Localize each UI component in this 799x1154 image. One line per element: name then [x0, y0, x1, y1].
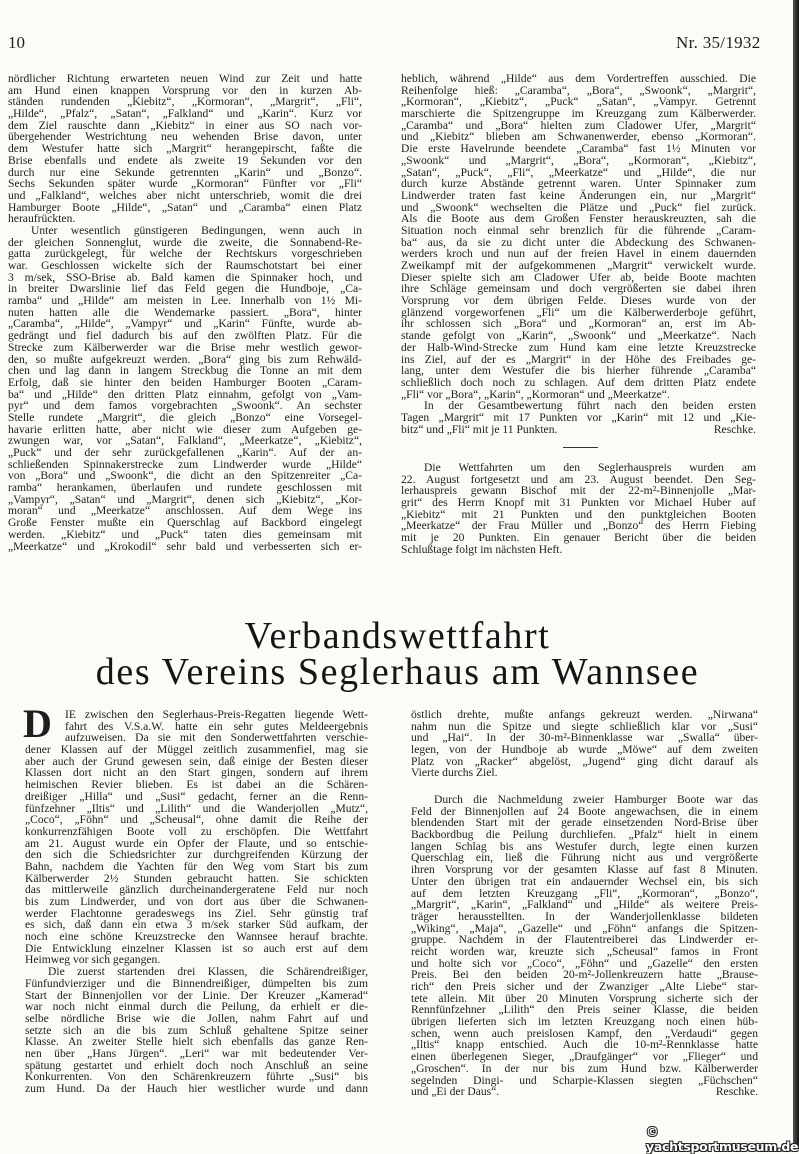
- paragraph: [8, 225, 362, 552]
- line-text: ihre Schläge gemeinsam und doch vergrößerten sie dabei ihren: [401, 282, 756, 296]
- line-text: Unter wesentlich günstigeren Bedingungen, wenn auch in: [31, 223, 362, 237]
- line-text: Die Entwicklung einzelner Klassen ist so auch erst auf dem: [25, 941, 368, 955]
- line-text: pyr“ und dem famos vorgebrachten „Swoonk“. An sechster: [8, 399, 362, 413]
- line-text: 3 m/sek, SSO-Brise ab. Bald kamen die Spinnaker hoch, und: [8, 270, 362, 284]
- line-text: der gleichen Sonnenglut, wurde die zweite, die Sonnabend-Re-: [8, 235, 362, 249]
- line-text: mit je 20 Punkten. Ein genauer Bericht über die beiden: [401, 531, 756, 545]
- line-text: den sich die Schiedsrichter zur durchgreifenden Kürzung der: [25, 848, 368, 862]
- line-text: ramba“ und „Hilde“ am meisten in Lee. Innerhalb von 1½ Mi-: [8, 294, 362, 308]
- line-text: Heimweg vor sich gegangen.: [25, 953, 161, 967]
- line-text: es sich, daß dann ein etwa 3 m/sek starker Süd aufkam, der: [25, 918, 368, 932]
- line-text: Klassen dort nicht an den Start gingen, sondern auf ihrem: [25, 766, 368, 780]
- watermark: © yachtsportmuseum.de: [646, 1124, 799, 1154]
- line-text: „Meerkatze“ und „Krokodil“ sehr bald und verbesserten sich er-: [8, 539, 362, 553]
- line-text: lang, unter dem Westufer die bis hierher führende „Caramba“: [401, 364, 756, 378]
- line-text: Backbordbug die Peilung durchliefen. „Pfalz“ hielt in einem: [411, 828, 758, 842]
- paragraph: [401, 400, 756, 435]
- line-text: bitz“ und „Fli“ mit je 11 Punkten.: [401, 422, 558, 436]
- line-text: chen und lag dann in langem Streckbug die Tonne an mit dem: [8, 364, 362, 378]
- line-text: Platz von „Racker“ abgelöst, „Jugend“ ging dicht darauf als: [411, 754, 758, 768]
- line-text: „Kormoran“, „Kiebitz“, „Puck“ „Satan“, „Vampyr. Getrennt: [401, 95, 756, 109]
- line-text: Die Wettfahrten um den Seglerhauspreis wurden am: [424, 461, 756, 474]
- line-text: in breiter Dwarslinie lief das Feld gegen die Hundboje, „Ca-: [8, 282, 362, 296]
- line-text: glänzend vorgeworfenen „Fli“ um die Kälberwerderboje geführt,: [401, 305, 756, 319]
- line-text: ba“ und „Hilde“ den dritten Platz einnahm, gefolgt von „Vam-: [8, 387, 362, 401]
- paragraph: [25, 709, 368, 966]
- author-signature: Reschke.: [713, 422, 756, 436]
- paragraph: [25, 966, 368, 1095]
- line-text: war noch nicht einmal durch die Peilung, da erhielt er die-: [25, 1000, 368, 1014]
- line-text: heblich, während „Hilde“ aus dem Vordertreffen ausschied. Die: [401, 72, 756, 85]
- line-text: war. Geschlossen wickelte sich der Raumschotstart bei einer: [8, 259, 362, 272]
- line-text: Start der Binnenjollen vor der Linie. Der Kreuzer „Kamerad“: [25, 988, 368, 1002]
- line-text: von „Bora“ und „Swoonk“, die dicht an den Spitzenreiter „Ca-: [8, 469, 362, 483]
- line-text: und „Kiebitz“ blieben am Schwanenwerder, ebenso „Kormoran“.: [401, 130, 756, 144]
- line-text: übrigen lieferten sich im letzten Kreuzgang noch einen hüb-: [411, 1015, 758, 1029]
- line-text: setzte sich an die bis zum Schluß gehaltene Spitze seiner: [25, 1023, 368, 1037]
- line-text: und „Falkland“, welches aber nicht unterschrieb, womit die drei: [8, 188, 362, 202]
- line-text: das mittlerweile gänzlich durcheinandergeratene Feld nur noch: [25, 883, 368, 897]
- seglerhauspreis-notice: [401, 462, 756, 556]
- text-line: [8, 541, 362, 553]
- line-text: gruppe. Nachdem in der Flautentreiberei das Lindwerder er-: [411, 933, 758, 947]
- page-edge-shadow: [793, 0, 799, 1149]
- line-text: gatta zurückgelegt, für welche der Rechtskurs vorgeschrieben: [8, 247, 362, 261]
- line-text: einen überlegenen Sieger, „Draufgänger“ vor „Flieger“ und: [411, 1050, 758, 1064]
- line-text: Zweikampf mit der aufgekommenen „Margrit“ verwickelt wurde.: [401, 259, 756, 272]
- line-text: ihren Vorsprung vor der gesamten Klasse auf fast 8 Minuten.: [411, 863, 758, 877]
- line-text: und holte sich vor „Coco“, „Föhn“ und „Gazelle“ den ersten: [411, 956, 758, 970]
- line-text: „Margrit“, „Karin“, „Falkland“ und „Hilde“ als weitere Preis-: [411, 898, 758, 912]
- line-text: Querschlag ein, ließ die Führung nicht aus und vergrößerte: [411, 851, 758, 865]
- report-column-left: [8, 73, 362, 552]
- text-line: [401, 544, 756, 556]
- line-text: „Satan“, „Puck“, „Fli“, „Meerkatze“ und „Hilde“, die nur: [401, 165, 756, 179]
- line-text: zwungen war, vor „Satan“, Falkland“, „Meerkatze“, „Kiebitz“,: [8, 434, 362, 448]
- line-text: schließlich doch noch zu schlagen. Auf dem dritten Platz endete: [401, 375, 756, 389]
- line-text: gedrängt und fiel dadurch bis auf den zwölften Platz. Für die: [8, 329, 362, 343]
- line-text: konkurrenzfähigen Boote voll zu erschöpfen. Die Wettfahrt: [25, 824, 368, 838]
- line-text: Situation noch einmal sehr brenzlich für die führende „Caram-: [401, 223, 756, 237]
- line-text: Strecke zum Kälberwerder war die Brise mehr westlich gewor-: [8, 340, 362, 354]
- line-text: Konkurrenten. Von den Schärenkreuzern führte „Susi“ bis: [25, 1070, 368, 1084]
- line-text: ramba“ herankamen, überlaufen und rundete geschlossen mit: [8, 481, 362, 495]
- line-text: „Coco“, „Föhn“ und „Scheusal“, ohne damit die Reihe der: [25, 813, 368, 827]
- line-text: reicht worden war, kreuzte sich „Scheusal“ famos in Front: [411, 944, 758, 958]
- line-text: blendenden Start mit der gerade einsetzenden Nord-Brise über: [411, 816, 758, 830]
- line-text: bis zum Lindwerder, und von dort aus über die Schwanen-: [25, 895, 368, 908]
- line-text: „Kiebitz“ mit 21 Punkten und den punktgleichen Booten: [401, 507, 756, 521]
- line-text: am Hund einen knappen Vorsprung vor den in kurzen Ab-: [8, 83, 362, 97]
- line-text: 22. August fortgesetzt und am 23. August beendet. Den Seg-: [401, 472, 756, 486]
- line-text: Die zuerst startenden drei Klassen, die Schärendreißiger,: [48, 965, 368, 979]
- line-text: zum Hund. Da der Hauch hier westlicher wurde und dann: [25, 1082, 368, 1095]
- drop-cap: D: [23, 701, 52, 746]
- line-text: „Caramba“ und „Bora“ hielten zum Cladower Ufer, „Margrit“: [401, 118, 756, 132]
- text-line: [401, 424, 756, 436]
- line-text: havarie erlitten hatte, aber nicht wie dieser zum Aufgeben ge-: [8, 422, 362, 436]
- paragraph: [8, 73, 362, 225]
- article-title-line1: Verbandswettfahrt: [244, 615, 551, 657]
- line-text: am 21. August wurde ein Opfer der Flaute, und so entschie-: [25, 836, 368, 850]
- line-text: Bahn, nachdem die Yachten für den Weg vom Start bis zum: [25, 859, 368, 873]
- article-title-line2: des Vereins Seglerhaus am Wannsee: [95, 651, 700, 693]
- article-column-right-bottom: [411, 794, 758, 1098]
- line-text: heimischen Revier blieben. Es ist dabei an die Schären-: [25, 778, 368, 792]
- line-text: lerhauspreis gewann Bischof mit der 22-m²-Binnenjolle „Mar-: [401, 484, 756, 498]
- line-text: träger herausstellten. In der Wanderjollenklasse bildeten: [411, 909, 758, 923]
- line-text: Brise ebenfalls und endete als zweite 19 Sekunden vor den: [8, 153, 362, 167]
- line-text: ba“ aus, da sie zu dicht unter die Abdeckung des Schwanen-: [401, 235, 756, 249]
- line-text: Erfolg, daß sie hinter den beiden Hamburger Booten „Caram-: [8, 375, 362, 389]
- line-text: In der Gesamtbewertung führt nach den beiden ersten: [424, 399, 756, 413]
- line-text: IE zwischen den Seglerhaus-Preis-Regatten liegende Wett-: [65, 708, 368, 721]
- line-text: dem Westufer hatte sich „Margrit“ herangepirscht, faßte die: [8, 142, 362, 156]
- line-text: tete allein. Mit über 20 Minuten Vorsprung sicherte sich der: [411, 991, 758, 1005]
- line-text: Dieser spielte sich am Cladower Ufer ab, beide Boote machten: [401, 270, 756, 284]
- author-signature: Reschke.: [715, 1085, 758, 1099]
- line-text: Vorsprung vor dem übrigen Felde. Dieses wurde von der: [401, 294, 756, 308]
- line-text: übergehender Westrichtung neu wehenden Brise davon, unter: [8, 130, 362, 144]
- section-divider: [563, 447, 598, 448]
- paragraph: [411, 794, 758, 1098]
- line-text: Als die Boote aus dem Großen Fenster herauskreuzten, sah die: [401, 212, 756, 226]
- line-text: „Vampyr“, „Satan“ und „Margrit“, denen sich „Kiebitz“, „Kor-: [8, 492, 362, 506]
- line-text: dener Klassen auf der Müggel zeitlich zusammenfiel, mag sie: [25, 743, 368, 757]
- line-text: „Fli“ vor „Bora“, „Karin“, „Kormoran“ und „Meerkatze“.: [401, 387, 670, 401]
- line-text: und „Swoonk“ wechselten die Plätze und „Puck“ fiel zurück.: [401, 200, 756, 214]
- text-line: [411, 1086, 758, 1098]
- line-text: Lindwerder traten fast keine Änderungen ein, nur „Margrit“: [401, 188, 756, 202]
- line-text: nuten hatten alle die Wendemarke passiert. „Bora“, hinter: [8, 305, 362, 319]
- line-text: Kälberwerder 2½ Stunden gebraucht hatten. Sie schickten: [25, 871, 368, 885]
- line-text: Fünfundvierziger und die Binnendreißiger, dümpelten bis zum: [25, 976, 368, 990]
- line-text: Preis. Bei den beiden 20-m²-Jollenkreuzern hatte „Brause-: [411, 968, 758, 982]
- line-text: Hamburger Boote „Hilde“, „Satan“ und „Caramba“ einen Platz: [8, 200, 362, 214]
- line-text: nahm nun die Spitze und siegte schließlich klar vor „Susi“: [411, 719, 758, 733]
- line-text: werders kroch und nun auf der freien Havel in einem dauernden: [401, 247, 756, 261]
- line-text: rich“ den Preis sicher und der Zwanziger „Alte Liebe“ star-: [411, 980, 758, 993]
- line-text: den, so mußte aufgekreuzt werden. „Bora“ ging bis zum Rehwäld-: [8, 352, 362, 366]
- line-text: und „Hai“. In der 30-m²-Binnenklasse war „Swalla“ über-: [411, 731, 758, 745]
- line-text: „Caramba“, „Hilde“, „Vampyr“ und „Karin“ Fünfte, wurde ab-: [8, 317, 362, 331]
- paragraph: [411, 709, 758, 779]
- line-text: durch nur eine Sekunde getrennten „Karin“ und „Bonzo“.: [8, 165, 362, 179]
- line-text: selbe nördliche Brise wie die Jollen, nahm Fahrt auf und: [25, 1011, 368, 1025]
- line-text: Durch die Nachmeldung zweier Hamburger Boote war das: [434, 793, 758, 806]
- line-text: Reihenfolge hieß: „Caramba“, „Bora“, „Swoonk“, „Margrit“,: [401, 83, 756, 97]
- line-text: Rennfünfzehner „Lilith“ den Preis seiner Klasse, die beiden: [411, 1003, 758, 1017]
- line-text: ihr schlossen sich „Bora“ und „Kormoran“ an, erst im Ab-: [401, 317, 756, 331]
- text-line: [411, 767, 758, 779]
- line-text: ins Ziel, auf der es „Margrit“ in der Höhe des Freibades ge-: [401, 352, 756, 366]
- article-column-right-top: [411, 709, 758, 779]
- line-text: schließenden Spinnakerstrecke zum Lindwerder wurde „Hilde“: [8, 457, 362, 471]
- line-text: noch eine schöne Kreuzstrecke den Wannsee herauf brachte.: [25, 930, 368, 944]
- line-text: langen Schlag bis ans Westufer durch, legte einen kurzen: [411, 839, 758, 853]
- line-text: auf dem letzten Kreuzgang „Fli“, „Kormoran“, „Bonzo“,: [411, 886, 758, 900]
- line-text: segelnden Dingi- und Scharpie-Klassen siegten „Füchschen“: [411, 1073, 758, 1087]
- line-text: dreißiger „Hilla“ und „Susi“ gedacht, ferner an die Renn-: [25, 789, 368, 803]
- line-text: „Wiking“, „Maja“, „Gazelle“ und „Föhn“ anfangs die Spitzen-: [411, 921, 758, 935]
- line-text: marschierte die Spitzengruppe im Kreuzgang zum Kälberwerder.: [401, 107, 756, 121]
- line-text: „Iltis“ knapp entschied. Auch die 10-m²-Rennklasse hatte: [411, 1038, 758, 1052]
- line-text: „Puck“ und der sehr zurückgefallenen „Karin“. Auf der an-: [8, 446, 362, 459]
- line-text: aber auch der Grund gewesen sein, daß einige der Besten dieser: [25, 754, 368, 768]
- line-text: dem Ziel rauschte dann „Kiebitz“ in einer aus SO nach vor-: [8, 118, 362, 132]
- article-title: [0, 615, 795, 693]
- line-text: nördlicher Richtung erwarteten neuen Wind zur Zeit und hatte: [8, 72, 362, 85]
- line-text: „Groschen“. In der nur bis zum Hund bzw. Kälberwerder: [411, 1061, 758, 1075]
- paragraph: [401, 462, 756, 556]
- line-text: Schlußtage folgt im nächsten Heft.: [401, 542, 563, 556]
- line-text: heraufrückten.: [8, 212, 76, 226]
- line-text: und „Ei der Daus“.: [411, 1085, 500, 1099]
- article-column-left: [23, 701, 368, 1095]
- line-text: „Swoonk“ und „Margrit“, „Bora“, „Kormoran“, „Kiebitz“,: [401, 153, 756, 167]
- line-text: ständen rundenden „Kiebitz“, „Kormoran“, „Margrit“, „Fli“,: [8, 95, 362, 109]
- line-text: Unter den übrigen trat ein andauernder Wechsel ein, bis sich: [411, 874, 758, 888]
- line-text: spätung gestartet und erhielt doch noch Anschluß an seine: [25, 1058, 368, 1072]
- line-text: werden. „Kiebitz“ und „Puck“ taten dies gemeinsam mit: [8, 527, 362, 541]
- line-text: Stelle rundete „Margrit“, die gleich „Bonzo“ eine Vorsegel-: [8, 410, 362, 424]
- line-text: werder Flachtonne geradeswegs ins Ziel. Sehr günstig traf: [25, 906, 368, 920]
- line-text: östlich drehte, mußte anfangs gekreuzt werden. „Nirwana“: [411, 708, 758, 721]
- line-text: Sechs Sekunden später wurde „Kormoran“ Fünfter vor „Fli“: [8, 177, 362, 191]
- line-text: „Meerkatze“ der Frau Müller und „Bonzo“ des Herrn Fiebing: [401, 519, 756, 533]
- line-text: Klasse. An zweiter Stelle hielt sich ebenfalls das ganze Ren-: [25, 1035, 368, 1049]
- line-text: schen, wenn auch preislosen Kampf, den „Verdaudi“ gegen: [411, 1026, 758, 1040]
- line-text: „Hilde“, „Pfalz“, „Satan“, „Falkland“ und „Karin“. Kurz vor: [8, 107, 362, 121]
- line-text: Tagen „Margrit“ mit 17 Punkten vor „Karin“ mit 12 und „Kie-: [401, 410, 756, 424]
- line-text: moran“ und „Meerkatze“ anschlossen. Auf dem Wege ins: [8, 504, 362, 518]
- line-text: durch kurze Abstände getrennt waren. Unter Spinnaker zum: [401, 177, 756, 191]
- line-text: Feld der Binnenjollen auf 24 Boote angewachsen, die in einem: [411, 804, 758, 818]
- text-line: [25, 1083, 368, 1095]
- line-text: Die erste Havelrunde beendete „Caramba“ fast 1½ Minuten vor: [401, 142, 756, 156]
- page-number: 10: [8, 33, 25, 52]
- line-text: fahrt des V.S.a.W. hatte ein sehr gutes Meldeergebnis: [65, 719, 368, 733]
- line-text: Vierte durchs Ziel.: [411, 766, 498, 780]
- line-text: Große Fenster mußte ein Querschlag auf Backbord eingelegt: [8, 516, 362, 530]
- line-text: grit“ des Herrn Knopf mit 31 Punkten vor Michael Huber auf: [401, 496, 756, 510]
- line-text: aufzuweisen. Da sie mit den Sonderwettfahrten verschie-: [65, 731, 368, 745]
- report-column-right: [401, 73, 756, 435]
- paragraph: [401, 73, 756, 400]
- line-text: fünfzehner „Iltis“ und „Lilith“ und die Wanderjollen „Mutz“,: [25, 801, 368, 815]
- line-text: stande gefolgt von „Karin“, „Swoonk“ und „Meerkatze“. Nach: [401, 329, 756, 343]
- line-text: nen über „Hans Jürgen“. „Leri“ war mit bedeutender Ver-: [25, 1046, 368, 1060]
- line-text: legen, von der Hundboje ab wurde „Möwe“ auf dem zweiten: [411, 743, 758, 757]
- line-text: der Halb-Wind-Strecke zum Hund kam eine letzte Kreuzstrecke: [401, 340, 756, 354]
- issue-number: Nr. 35/1932: [676, 33, 761, 52]
